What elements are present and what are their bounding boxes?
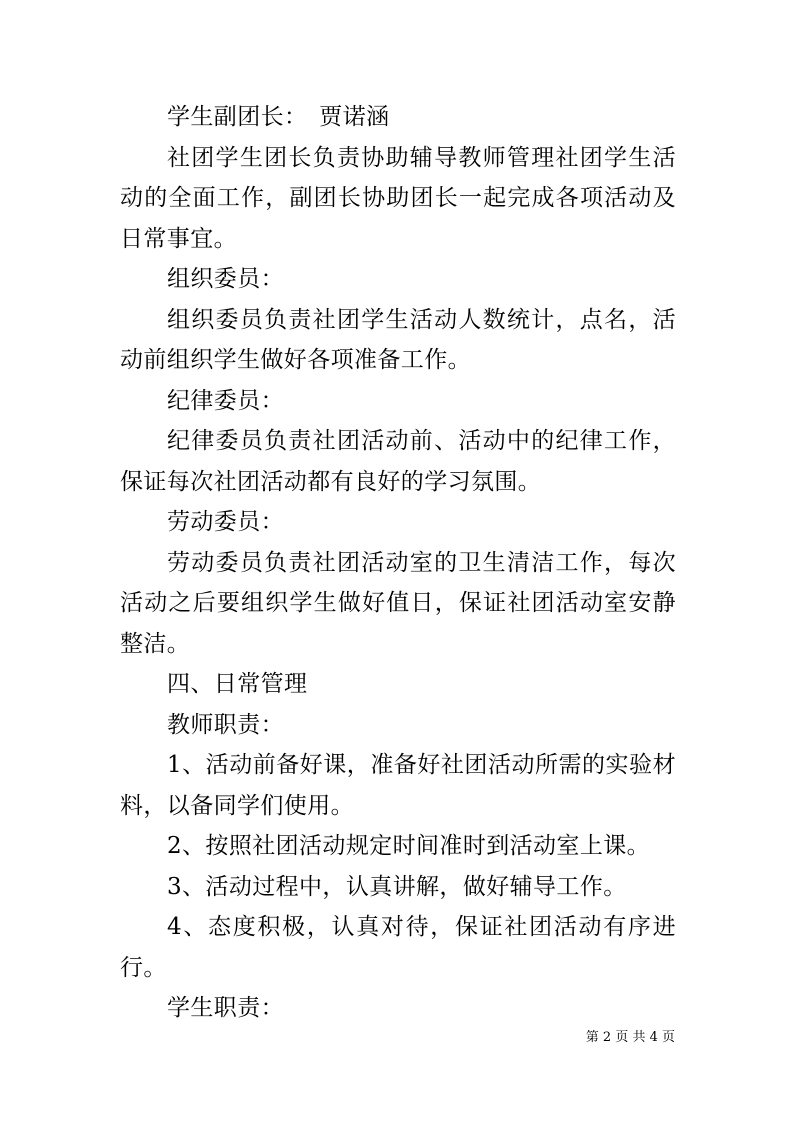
discipline-committee-heading: 纪律委员： [167, 387, 284, 414]
teacher-duty-item-4: 4、态度积极，认真对待，保证社团活动有序进行。 [120, 914, 676, 981]
teacher-duty-item-3: 3、活动过程中，认真讲解，做好辅导工作。 [167, 873, 627, 900]
teacher-duty-item-1: 1、活动前备好课，准备好社团活动所需的实验材料，以备同学们使用。 [120, 752, 676, 819]
labor-committee-duty: 劳动委员负责社团活动室的卫生清洁工作，每次活动之后要组织学生做好值日，保证社团活动室安静整洁。 [120, 549, 676, 657]
organization-committee-heading: 组织委员： [167, 266, 284, 292]
discipline-committee-duty: 纪律委员负责社团活动前、活动中的纪律工作，保证每次社团活动都有良好的学习氛围。 [120, 428, 676, 495]
student-duties-heading: 学生职责： [167, 995, 284, 1021]
labor-committee-heading: 劳动委员： [167, 509, 284, 535]
section-heading-daily-management: 四、日常管理 [167, 671, 308, 697]
document-body [120, 97, 676, 1029]
vice-leader-line: 学生副团长： 贾诺涵 [167, 104, 390, 130]
page-number-footer: 第 2 页 共 4 页 [585, 1030, 675, 1045]
teacher-duties-heading: 教师职责： [167, 711, 284, 738]
teacher-duty-item-2: 2、按照社团活动规定时间准时到活动室上课。 [167, 833, 651, 859]
organization-committee-duty: 组织委员负责社团学生活动人数统计，点名，活动前组织学生做好各项准备工作。 [120, 306, 676, 373]
leader-duty-paragraph: 社团学生团长负责协助辅导教师管理社团学生活动的全面工作，副团长协助团长一起完成各项活动及日常事宜。 [120, 144, 676, 252]
